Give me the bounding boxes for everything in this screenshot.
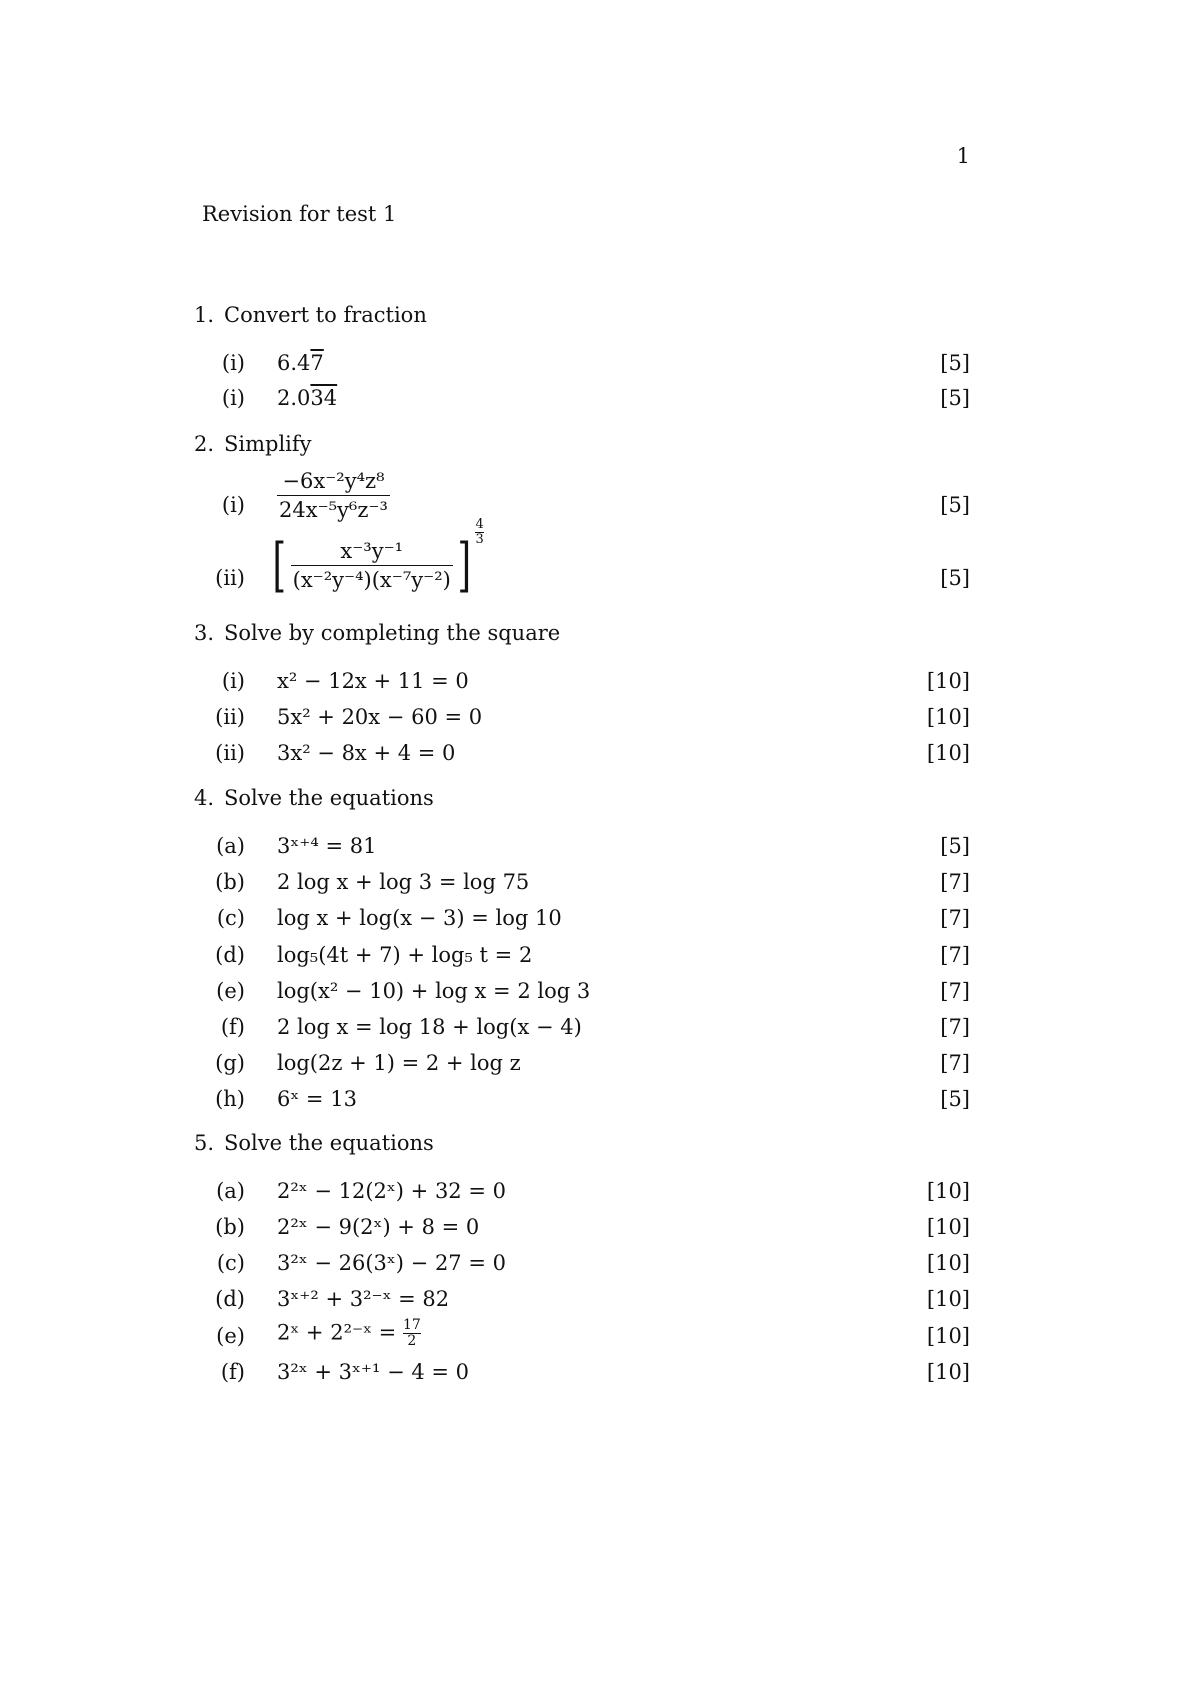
item-label: (h) xyxy=(215,1087,245,1111)
item-equation: 3²ˣ + 3ˣ⁺¹ − 4 = 0 xyxy=(277,1360,470,1384)
exponent-fraction xyxy=(475,518,483,548)
decimal-part: 6.4 xyxy=(277,351,311,375)
list-item xyxy=(210,669,970,699)
item-label: (i) xyxy=(221,669,245,693)
question-text: Solve by completing the square xyxy=(224,621,561,645)
list-item xyxy=(210,469,970,523)
left-bracket: [ xyxy=(272,531,287,599)
page-number: 1 xyxy=(956,144,970,168)
item-label: (a) xyxy=(216,834,245,858)
denominator: 24x⁻⁵y⁶z⁻³ xyxy=(279,498,388,522)
item-equation: 2²ˣ − 9(2ˣ) + 8 = 0 xyxy=(277,1215,480,1239)
question-number: 4. xyxy=(194,786,215,810)
item-label: (ii) xyxy=(215,705,245,729)
question-text: Solve the equations xyxy=(224,1131,434,1155)
item-label: (c) xyxy=(216,906,245,930)
denominator: (x⁻²y⁻⁴)(x⁻⁷y⁻²) xyxy=(292,567,451,592)
item-label: (f) xyxy=(220,1360,245,1384)
item-marks: [10] xyxy=(926,1360,970,1384)
list-item xyxy=(210,1360,970,1390)
item-marks: [10] xyxy=(926,705,970,729)
denominator: 2 xyxy=(407,1333,417,1350)
item-equation: 3ˣ⁺² + 3²⁻ˣ = 82 xyxy=(277,1287,450,1311)
list-item xyxy=(210,906,970,936)
list-item xyxy=(210,705,970,735)
list-item xyxy=(210,1179,970,1209)
list-item xyxy=(210,351,970,381)
list-item xyxy=(210,1287,970,1317)
numerator: 17 xyxy=(402,1317,421,1333)
exponent-numerator: 4 xyxy=(475,517,484,532)
item-equation: 2 log x + log 3 = log 75 xyxy=(277,870,530,894)
item-label: (i) xyxy=(221,351,245,375)
item-marks: [5] xyxy=(940,351,970,375)
fraction xyxy=(403,1318,421,1350)
question-text: Convert to fraction xyxy=(224,303,427,327)
item-marks: [10] xyxy=(926,1324,970,1348)
item-marks: [5] xyxy=(940,386,970,410)
item-label: (d) xyxy=(215,1287,245,1311)
item-marks: [7] xyxy=(940,906,970,930)
item-equation: 5x² + 20x − 60 = 0 xyxy=(277,705,483,729)
item-equation: 2 log x = log 18 + log(x − 4) xyxy=(277,1015,582,1039)
item-marks: [10] xyxy=(926,1251,970,1275)
item-label: (a) xyxy=(216,1179,245,1203)
list-item xyxy=(210,1051,970,1081)
document-title: Revision for test 1 xyxy=(202,202,397,226)
list-item xyxy=(210,870,970,900)
item-label: (ii) xyxy=(215,566,245,590)
question-number: 1. xyxy=(194,303,215,327)
item-marks: [5] xyxy=(940,834,970,858)
item-equation: 3x² − 8x + 4 = 0 xyxy=(277,741,456,765)
item-label: (e) xyxy=(216,1324,245,1348)
item-marks: [10] xyxy=(926,741,970,765)
item-equation: 6ˣ = 13 xyxy=(277,1087,357,1111)
item-label: (i) xyxy=(221,386,245,410)
equation-lhs: 2ˣ + 2²⁻ˣ = xyxy=(277,1320,397,1345)
item-marks: [7] xyxy=(940,1051,970,1075)
item-marks: [5] xyxy=(940,1087,970,1111)
item-marks: [7] xyxy=(940,979,970,1003)
item-label: (b) xyxy=(215,1215,245,1239)
item-marks: [10] xyxy=(926,1287,970,1311)
item-expression xyxy=(277,1318,421,1350)
list-item xyxy=(210,741,970,771)
item-label: (e) xyxy=(216,979,245,1003)
numerator: −6x⁻²y⁴z⁸ xyxy=(277,469,390,496)
item-equation: x² − 12x + 11 = 0 xyxy=(277,669,469,693)
item-equation: 3ˣ⁺⁴ = 81 xyxy=(277,834,377,858)
list-item xyxy=(210,979,970,1009)
item-label: (f) xyxy=(220,1015,245,1039)
item-label: (i) xyxy=(221,493,245,517)
item-label: (g) xyxy=(215,1051,245,1075)
item-marks: [10] xyxy=(926,669,970,693)
question-number: 2. xyxy=(194,432,215,456)
item-equation: log x + log(x − 3) = log 10 xyxy=(277,906,562,930)
item-equation: 2²ˣ − 12(2ˣ) + 32 = 0 xyxy=(277,1179,506,1203)
item-marks: [7] xyxy=(940,1015,970,1039)
question-text: Simplify xyxy=(224,432,312,456)
item-marks: [10] xyxy=(926,1215,970,1239)
item-marks: [7] xyxy=(940,943,970,967)
list-item xyxy=(210,1215,970,1245)
question-number: 5. xyxy=(194,1131,215,1155)
list-item xyxy=(210,1317,970,1354)
recurring-digits: 7 xyxy=(310,351,324,375)
item-equation: log₅(4t + 7) + log₅ t = 2 xyxy=(277,943,533,967)
item-expression xyxy=(277,469,390,522)
list-item xyxy=(210,943,970,973)
right-bracket: ] xyxy=(457,531,471,599)
fraction xyxy=(291,539,453,592)
item-marks: [10] xyxy=(926,1179,970,1203)
recurring-digits: 34 xyxy=(310,386,338,410)
item-expression xyxy=(277,386,337,410)
item-expression xyxy=(277,351,324,375)
item-marks: [5] xyxy=(940,493,970,517)
list-item xyxy=(210,1087,970,1117)
item-label: (c) xyxy=(216,1251,245,1275)
fraction xyxy=(277,469,390,522)
item-equation: log(x² − 10) + log x = 2 log 3 xyxy=(277,979,591,1003)
item-label: (d) xyxy=(215,943,245,967)
question-text: Solve the equations xyxy=(224,786,434,810)
list-item xyxy=(210,517,970,599)
item-marks: [7] xyxy=(940,870,970,894)
item-label: (b) xyxy=(215,870,245,894)
item-label: (ii) xyxy=(215,741,245,765)
list-item xyxy=(210,386,970,416)
list-item xyxy=(210,1015,970,1045)
exponent-denominator: 3 xyxy=(475,532,484,548)
list-item xyxy=(210,834,970,864)
item-expression xyxy=(268,517,484,599)
item-marks: [5] xyxy=(940,566,970,590)
list-item xyxy=(210,1251,970,1281)
decimal-part: 2.0 xyxy=(277,386,311,410)
question-number: 3. xyxy=(194,621,215,645)
item-equation: 3²ˣ − 26(3ˣ) − 27 = 0 xyxy=(277,1251,506,1275)
numerator: x⁻³y⁻¹ xyxy=(291,539,453,566)
item-equation: log(2z + 1) = 2 + log z xyxy=(277,1051,521,1075)
